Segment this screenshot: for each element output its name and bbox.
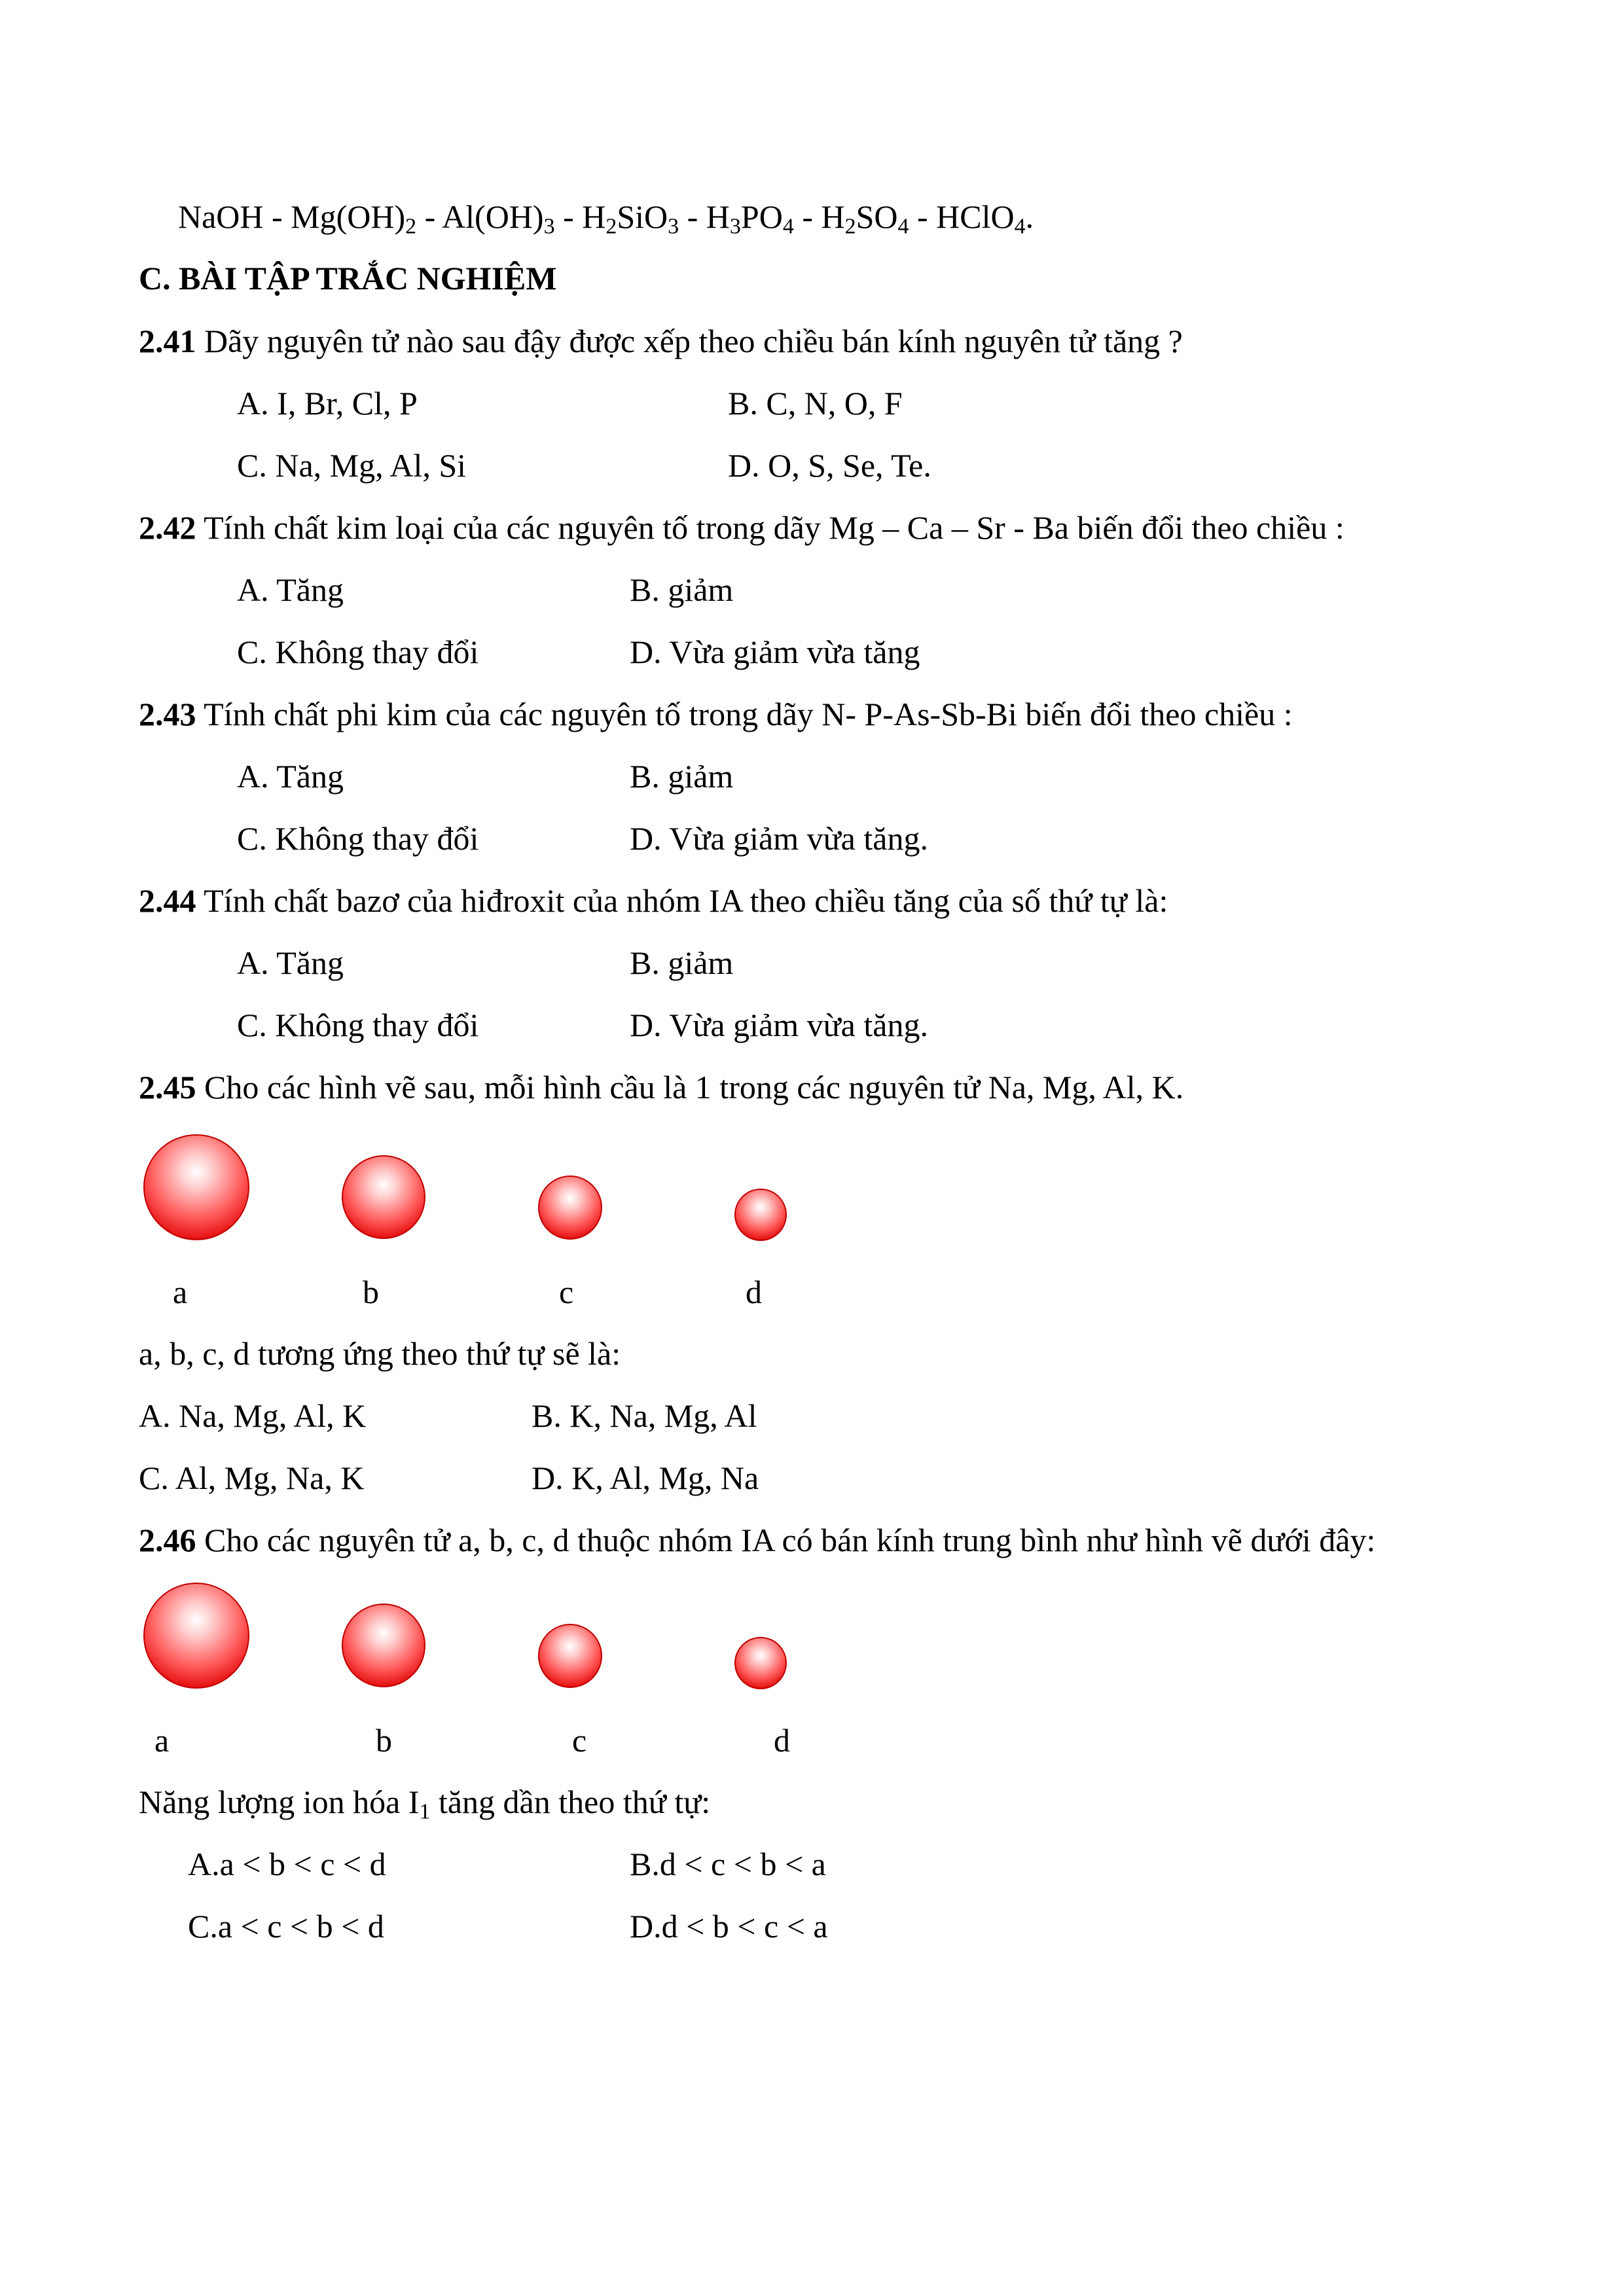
prompt-text: Năng lượng ion hóa I: [139, 1784, 420, 1820]
option-a[interactable]: A.a < b < c < d: [188, 1846, 386, 1882]
prompt-text-end: tăng dần theo thứ tự:: [430, 1784, 711, 1820]
formula-subscript: 4: [1014, 214, 1026, 239]
question-prompt: [139, 1784, 711, 1824]
formula-text: - H: [679, 198, 730, 235]
question-text: Cho các nguyên tử a, b, c, d thuộc nhóm IA có bán kính trung bình như hình vẽ dưới đây:: [196, 1522, 1376, 1558]
atom-sphere-a: [143, 1134, 249, 1240]
sphere-label-a: a: [154, 1722, 170, 1759]
question-number: 2.43: [139, 696, 196, 732]
formula-subscript: 2: [405, 214, 417, 239]
option-d[interactable]: D. Vừa giảm vừa tăng.: [630, 820, 928, 857]
atom-sphere-c: [538, 1624, 602, 1688]
question-number: 2.44: [139, 882, 196, 919]
sphere-label-a: a: [173, 1274, 188, 1310]
sphere-label-c: c: [559, 1274, 574, 1310]
formula-text: SiO: [617, 198, 668, 235]
question-text: Tính chất bazơ của hiđroxit của nhóm IA theo chiều tăng của số thứ tự là:: [196, 882, 1168, 919]
formula-text: - H: [793, 198, 845, 235]
question-text: Tính chất kim loại của các nguyên tố trong dãy Mg – Ca – Sr - Ba biến đổi theo chiều :: [196, 509, 1344, 546]
sphere-label-d: d: [746, 1274, 762, 1310]
formula-subscript: 3: [668, 214, 679, 239]
question-2-41: [139, 323, 1183, 361]
option-a[interactable]: A. I, Br, Cl, P: [237, 385, 418, 422]
option-a[interactable]: A. Na, Mg, Al, K: [139, 1397, 367, 1434]
formula-text: - HClO: [909, 198, 1015, 235]
option-c[interactable]: C. Không thay đổi: [237, 634, 479, 670]
option-b[interactable]: B. K, Na, Mg, Al: [532, 1397, 757, 1434]
formula-subscript: 4: [897, 214, 909, 239]
question-2-42: [139, 509, 1344, 547]
question-number: 2.42: [139, 509, 196, 546]
question-text: Tính chất phi kim của các nguyên tố trong dãy N- P-As-Sb-Bi biến đổi theo chiều :: [196, 696, 1293, 732]
formula-subscript: 2: [605, 214, 617, 239]
question-number: 2.45: [139, 1069, 196, 1105]
prompt-subscript: 1: [419, 1799, 431, 1824]
atom-sphere-d: [734, 1189, 787, 1241]
formula-subscript: 3: [729, 214, 741, 239]
option-c[interactable]: C. Không thay đổi: [237, 820, 479, 857]
question-text: Cho các hình vẽ sau, mỗi hình cầu là 1 trong các nguyên tử Na, Mg, Al, K.: [196, 1069, 1184, 1105]
formula-text: SO: [856, 198, 898, 235]
sphere-label-c: c: [572, 1722, 587, 1759]
question-text: Dãy nguyên tử nào sau đậy được xếp theo chiều bán kính nguyên tử tăng ?: [196, 323, 1183, 359]
question-2-43: [139, 696, 1293, 734]
sphere-label-d: d: [774, 1722, 790, 1759]
section-title: C. BÀI TẬP TRẮC NGHIỆM: [139, 260, 557, 296]
option-d[interactable]: D. K, Al, Mg, Na: [532, 1460, 759, 1496]
option-b[interactable]: B. giảm: [630, 758, 734, 795]
option-a[interactable]: A. Tăng: [237, 944, 344, 981]
atom-sphere-b: [342, 1155, 425, 1239]
atom-sphere-c: [538, 1175, 602, 1240]
option-c[interactable]: C. Không thay đổi: [237, 1007, 479, 1043]
option-d[interactable]: D. O, S, Se, Te.: [728, 447, 931, 484]
formula-line: [178, 198, 1034, 239]
option-b[interactable]: B.d < c < b < a: [630, 1846, 826, 1882]
formula-text: .: [1025, 198, 1034, 235]
question-number: 2.46: [139, 1522, 196, 1558]
option-b[interactable]: B. giảm: [630, 944, 734, 981]
formula-text: NaOH - Mg(OH): [178, 198, 406, 235]
atom-sphere-d: [734, 1637, 787, 1689]
question-prompt: a, b, c, d tương ứng theo thứ tự sẽ là:: [139, 1335, 621, 1372]
option-d[interactable]: D.d < b < c < a: [630, 1908, 828, 1945]
formula-subscript: 2: [844, 214, 856, 239]
formula-text: PO: [740, 198, 783, 235]
question-number: 2.41: [139, 323, 196, 359]
option-b[interactable]: B. C, N, O, F: [728, 385, 903, 422]
option-c[interactable]: C. Na, Mg, Al, Si: [237, 447, 467, 484]
option-c[interactable]: C. Al, Mg, Na, K: [139, 1460, 365, 1496]
formula-subscript: 4: [782, 214, 794, 239]
option-c[interactable]: C.a < c < b < d: [188, 1908, 384, 1945]
option-a[interactable]: A. Tăng: [237, 758, 344, 795]
question-2-45: [139, 1069, 1183, 1107]
option-a[interactable]: A. Tăng: [237, 571, 344, 608]
option-d[interactable]: D. Vừa giảm vừa tăng.: [630, 1007, 928, 1043]
atom-sphere-b: [342, 1604, 425, 1687]
sphere-label-b: b: [363, 1274, 379, 1310]
sphere-label-b: b: [376, 1722, 392, 1759]
option-b[interactable]: B. giảm: [630, 571, 734, 608]
formula-text: - Al(OH): [416, 198, 544, 235]
option-d[interactable]: D. Vừa giảm vừa tăng: [630, 634, 920, 670]
atom-sphere-a: [143, 1583, 249, 1689]
question-2-46: [139, 1522, 1375, 1560]
formula-text: - H: [554, 198, 606, 235]
formula-subscript: 3: [543, 214, 555, 239]
question-2-44: [139, 882, 1168, 920]
